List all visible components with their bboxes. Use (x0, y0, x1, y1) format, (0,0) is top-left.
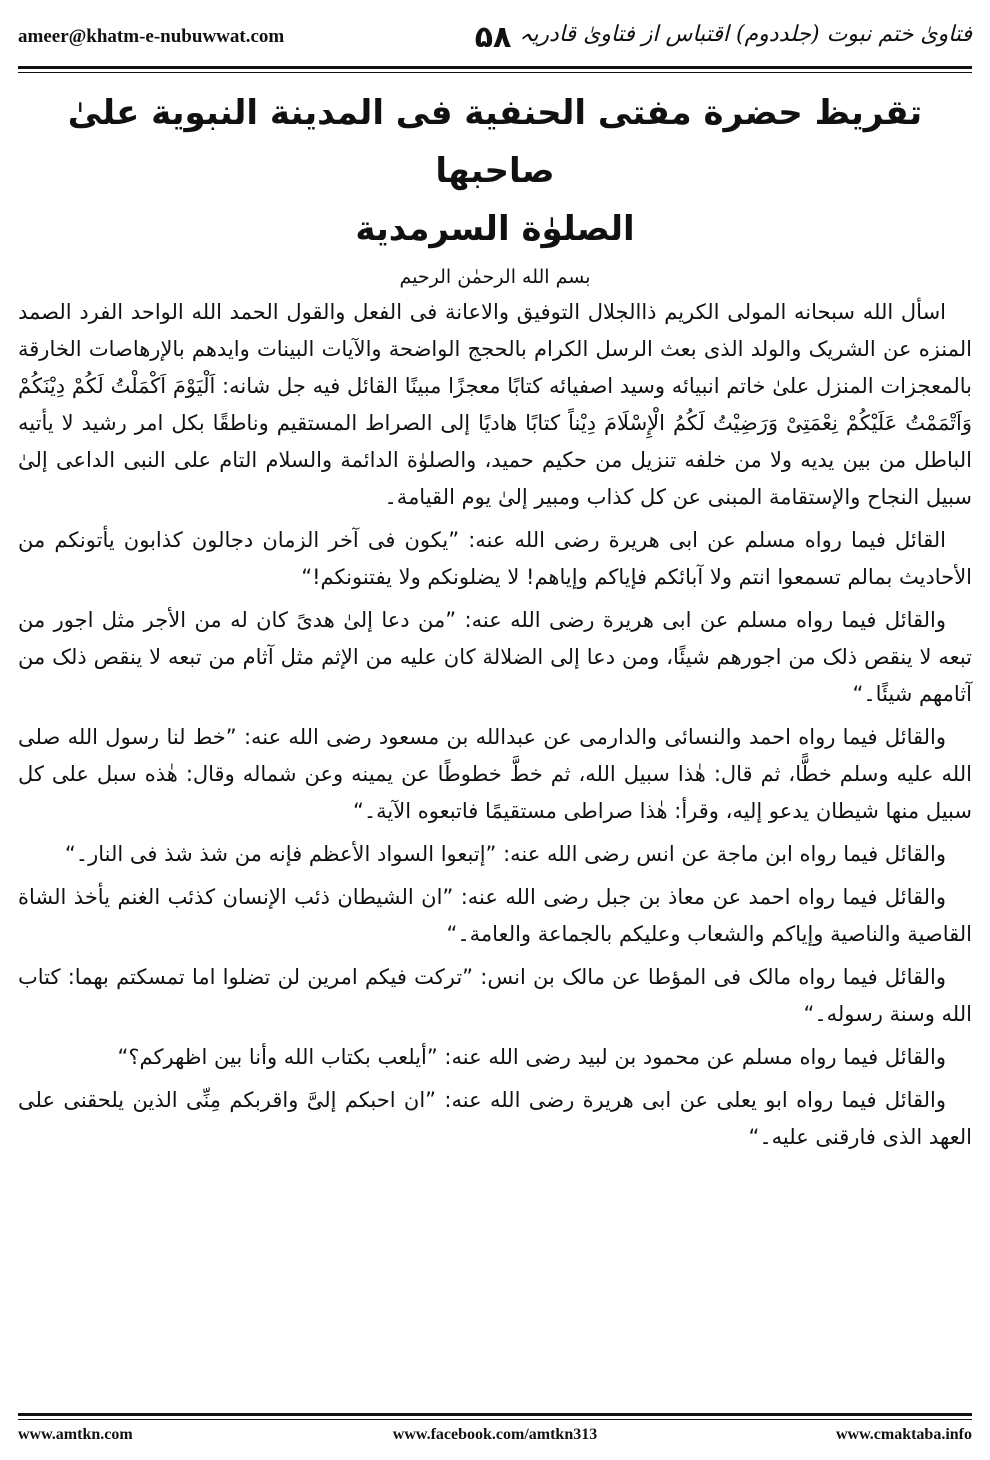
basmala: بسم الله الرحمٰن الرحيم (399, 266, 591, 288)
paragraph: والقائل فيما رواه احمد عن معاذ بن جبل رضى الله عنه: ”ان الشيطان ذئب الإنسان كذئب الغنم يأخذ الشاة القاصية والناصية وإياكم والشعاب وعليكم بالجماعة والعامة۔“ (18, 885, 972, 946)
book-title: فتاویٰ ختم نبوت (جلددوم) اقتباس از فتاویٰ قادریہ (519, 22, 972, 47)
header-rule-thick (18, 66, 972, 69)
paragraph: والقائل فيما رواه ابو يعلى عن ابى هريرة رضى الله عنه: ”ان احبكم إلىَّ واقربكم مِنِّى الذين يلحقنى على العهد الذى فارقنى عليه۔“ (18, 1088, 972, 1149)
footer-link-left[interactable]: www.amtkn.com (18, 1426, 133, 1443)
footer-link-center[interactable]: www.facebook.com/amtkn313 (392, 1426, 598, 1443)
paragraph: والقائل فيما رواه ابن ماجة عن انس رضى الله عنه: ”إتبعوا السواد الأعظم فإنه من شذ شذ فى النار۔“ (64, 842, 946, 866)
page-number: ۵۸ (474, 20, 512, 55)
header-rule-thin (18, 72, 972, 73)
footer-rule-thick (18, 1413, 972, 1416)
paragraph: والقائل فيما رواه مسلم عن ابى هريرة رضى الله عنه: ”من دعا إلىٰ هدىً كان له من الأجر مثل اجور من تبعه لا ينقص ذلک من اجورهم شيئًا، ومن دعا إلى الضلالة كان عليه من الإثم مثل آثام من تبعه لا ينقص ذلک من آثامهم شيئًا۔“ (18, 608, 972, 706)
page-header (18, 22, 972, 62)
title-line-1: تقريظ حضرة مفتى الحنفية فى المدينة النبوية علىٰ صاحبها (67, 93, 923, 191)
paragraph: والقائل فيما رواه مسلم عن محمود بن لبيد رضى الله عنه: ”أيلعب بكتاب الله وأنا بين اظهركم؟“ (117, 1045, 946, 1069)
main-content (18, 84, 972, 1162)
title-line-2: الصلوٰة السرمدية (355, 209, 635, 249)
paragraph: والقائل فيما رواه احمد والنسائى والدارمى عن عبدالله بن مسعود رضى الله عنه: ”خط لنا رسول الله صلى الله عليه وسلم خطًّا، ثم قال: هٰذا سبيل الله، ثم خطَّ خطوطًا عن يمينه وعن شماله وقال: هٰذه سبل على كل سبيل منها شيطان يدعو إليه، وقرأ: هٰذا صراطى مستقيمًا فاتبعوه الآية۔“ (18, 725, 972, 823)
paragraph: والقائل فيما رواه مالک فى المؤطا عن مالک بن انس: ”تركت فيكم امرين لن تضلوا اما تمسكتم بهما: كتاب الله وسنة رسوله۔“ (18, 965, 972, 1026)
paragraph: اسأل الله سبحانه المولى الكريم ذاالجلال التوفيق والاعانة فى الفعل والقول الحمد الله الواحد الفرد الصمد المنزه عن الشريک والولد الذى بعث الرسل الكرام بالحجج الواضحة والآيات البينات وايدهم بالإرهاصات الخارقة بالمعجزات المنزل علىٰ خاتم انبيائه وسيد اصفيائه كتابًا معجزًا مبينًا القائل فيه جل شانه: اَلْيَوْمَ اَكْمَلْتُ لَكُمْ دِيْنَكُمْ وَاَتْمَمْتُ عَلَيْكُمْ نِعْمَتِىْ وَرَضِيْتُ لَكُمُ الْإِسْلَامَ دِيْناً كتابًا هاديًا إلى الصراط المستقيم وناطقًا بكل امر رشيد لا يأتيه الباطل من بين يديه ولا من خلفه تنزيل من حكيم حميد، والصلوٰة الدائمة والسلام التام على النبى الداعى إلىٰ سبيل النجاح والإستقامة المبنى عن كل كذاب ومبير إلىٰ يوم القيامة۔ (18, 300, 972, 509)
paragraph: القائل فيما رواه مسلم عن ابى هريرة رضى الله عنه: ”يكون فى آخر الزمان دجالون كذابون يأتونكم من الأحاديث بمالم تسمعوا انتم ولا آبائكم فإياكم وإياهم! لا يضلونكم ولا يفتنونكم!“ (18, 528, 972, 589)
footer-rule-thin (18, 1419, 972, 1420)
header-email: ameer@khatm-e-nubuwwat.com (18, 26, 285, 47)
page-footer (18, 1426, 972, 1450)
footer-link-right[interactable]: www.cmaktaba.info (835, 1426, 972, 1443)
